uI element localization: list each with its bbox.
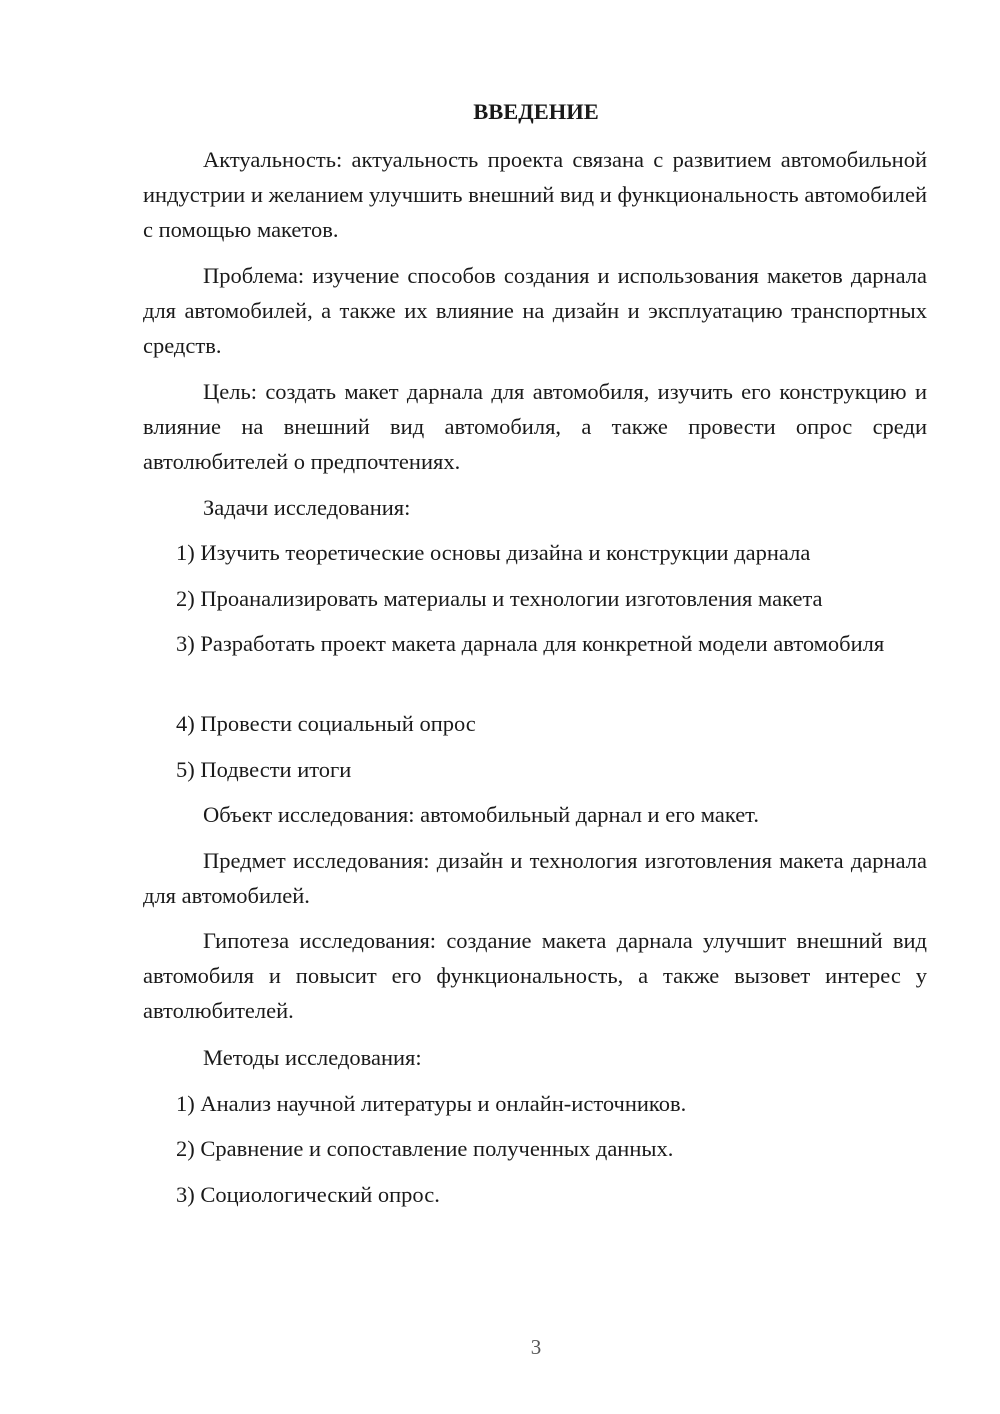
- task-item: 1) Изучить теоретические основы дизайна и конструкции дарнала: [176, 540, 811, 565]
- task-item: 2) Проанализировать материалы и технологии изготовления макета: [176, 586, 823, 611]
- method-item: 2) Сравнение и сопоставление полученных данных.: [176, 1136, 674, 1161]
- paragraph-problem: Проблема: изучение способов создания и использования макетов дарнала для автомобилей, а также их влияние на дизайн и эксплуатацию транспортных средств.: [143, 263, 927, 358]
- paragraph-goal: Цель: создать макет дарнала для автомобиля, изучить его конструкцию и влияние на внешний вид автомобиля, а также провести опрос среди автолюбителей о предпочтениях.: [143, 379, 927, 474]
- task-item: 4) Провести социальный опрос: [176, 711, 476, 736]
- section-title: ВВЕДЕНИЕ: [473, 99, 599, 124]
- method-item: 1) Анализ научной литературы и онлайн-источников.: [176, 1091, 687, 1116]
- paragraph-relevance: Актуальность: актуальность проекта связана с развитием автомобильной индустрии и желанием улучшить внешний вид и функциональность автомобилей с помощью макетов.: [143, 147, 927, 242]
- page-number: 3: [530, 1335, 542, 1359]
- methods-heading: Методы исследования:: [203, 1045, 422, 1070]
- paragraph-object: Объект исследования: автомобильный дарнал и его макет.: [203, 802, 759, 827]
- paragraph-hypothesis: Гипотеза исследования: создание макета дарнала улучшит внешний вид автомобиля и повысит его функциональность, а также вызовет интерес у автолюбителей.: [143, 928, 927, 1023]
- task-item: 5) Подвести итоги: [176, 757, 352, 782]
- task-item: 3) Разработать проект макета дарнала для конкретной модели автомобиля: [176, 631, 885, 656]
- method-item: 3) Социологический опрос.: [176, 1182, 440, 1207]
- tasks-heading: Задачи исследования:: [203, 495, 411, 520]
- paragraph-subject: Предмет исследования: дизайн и технология изготовления макета дарнала для автомобилей.: [143, 848, 927, 908]
